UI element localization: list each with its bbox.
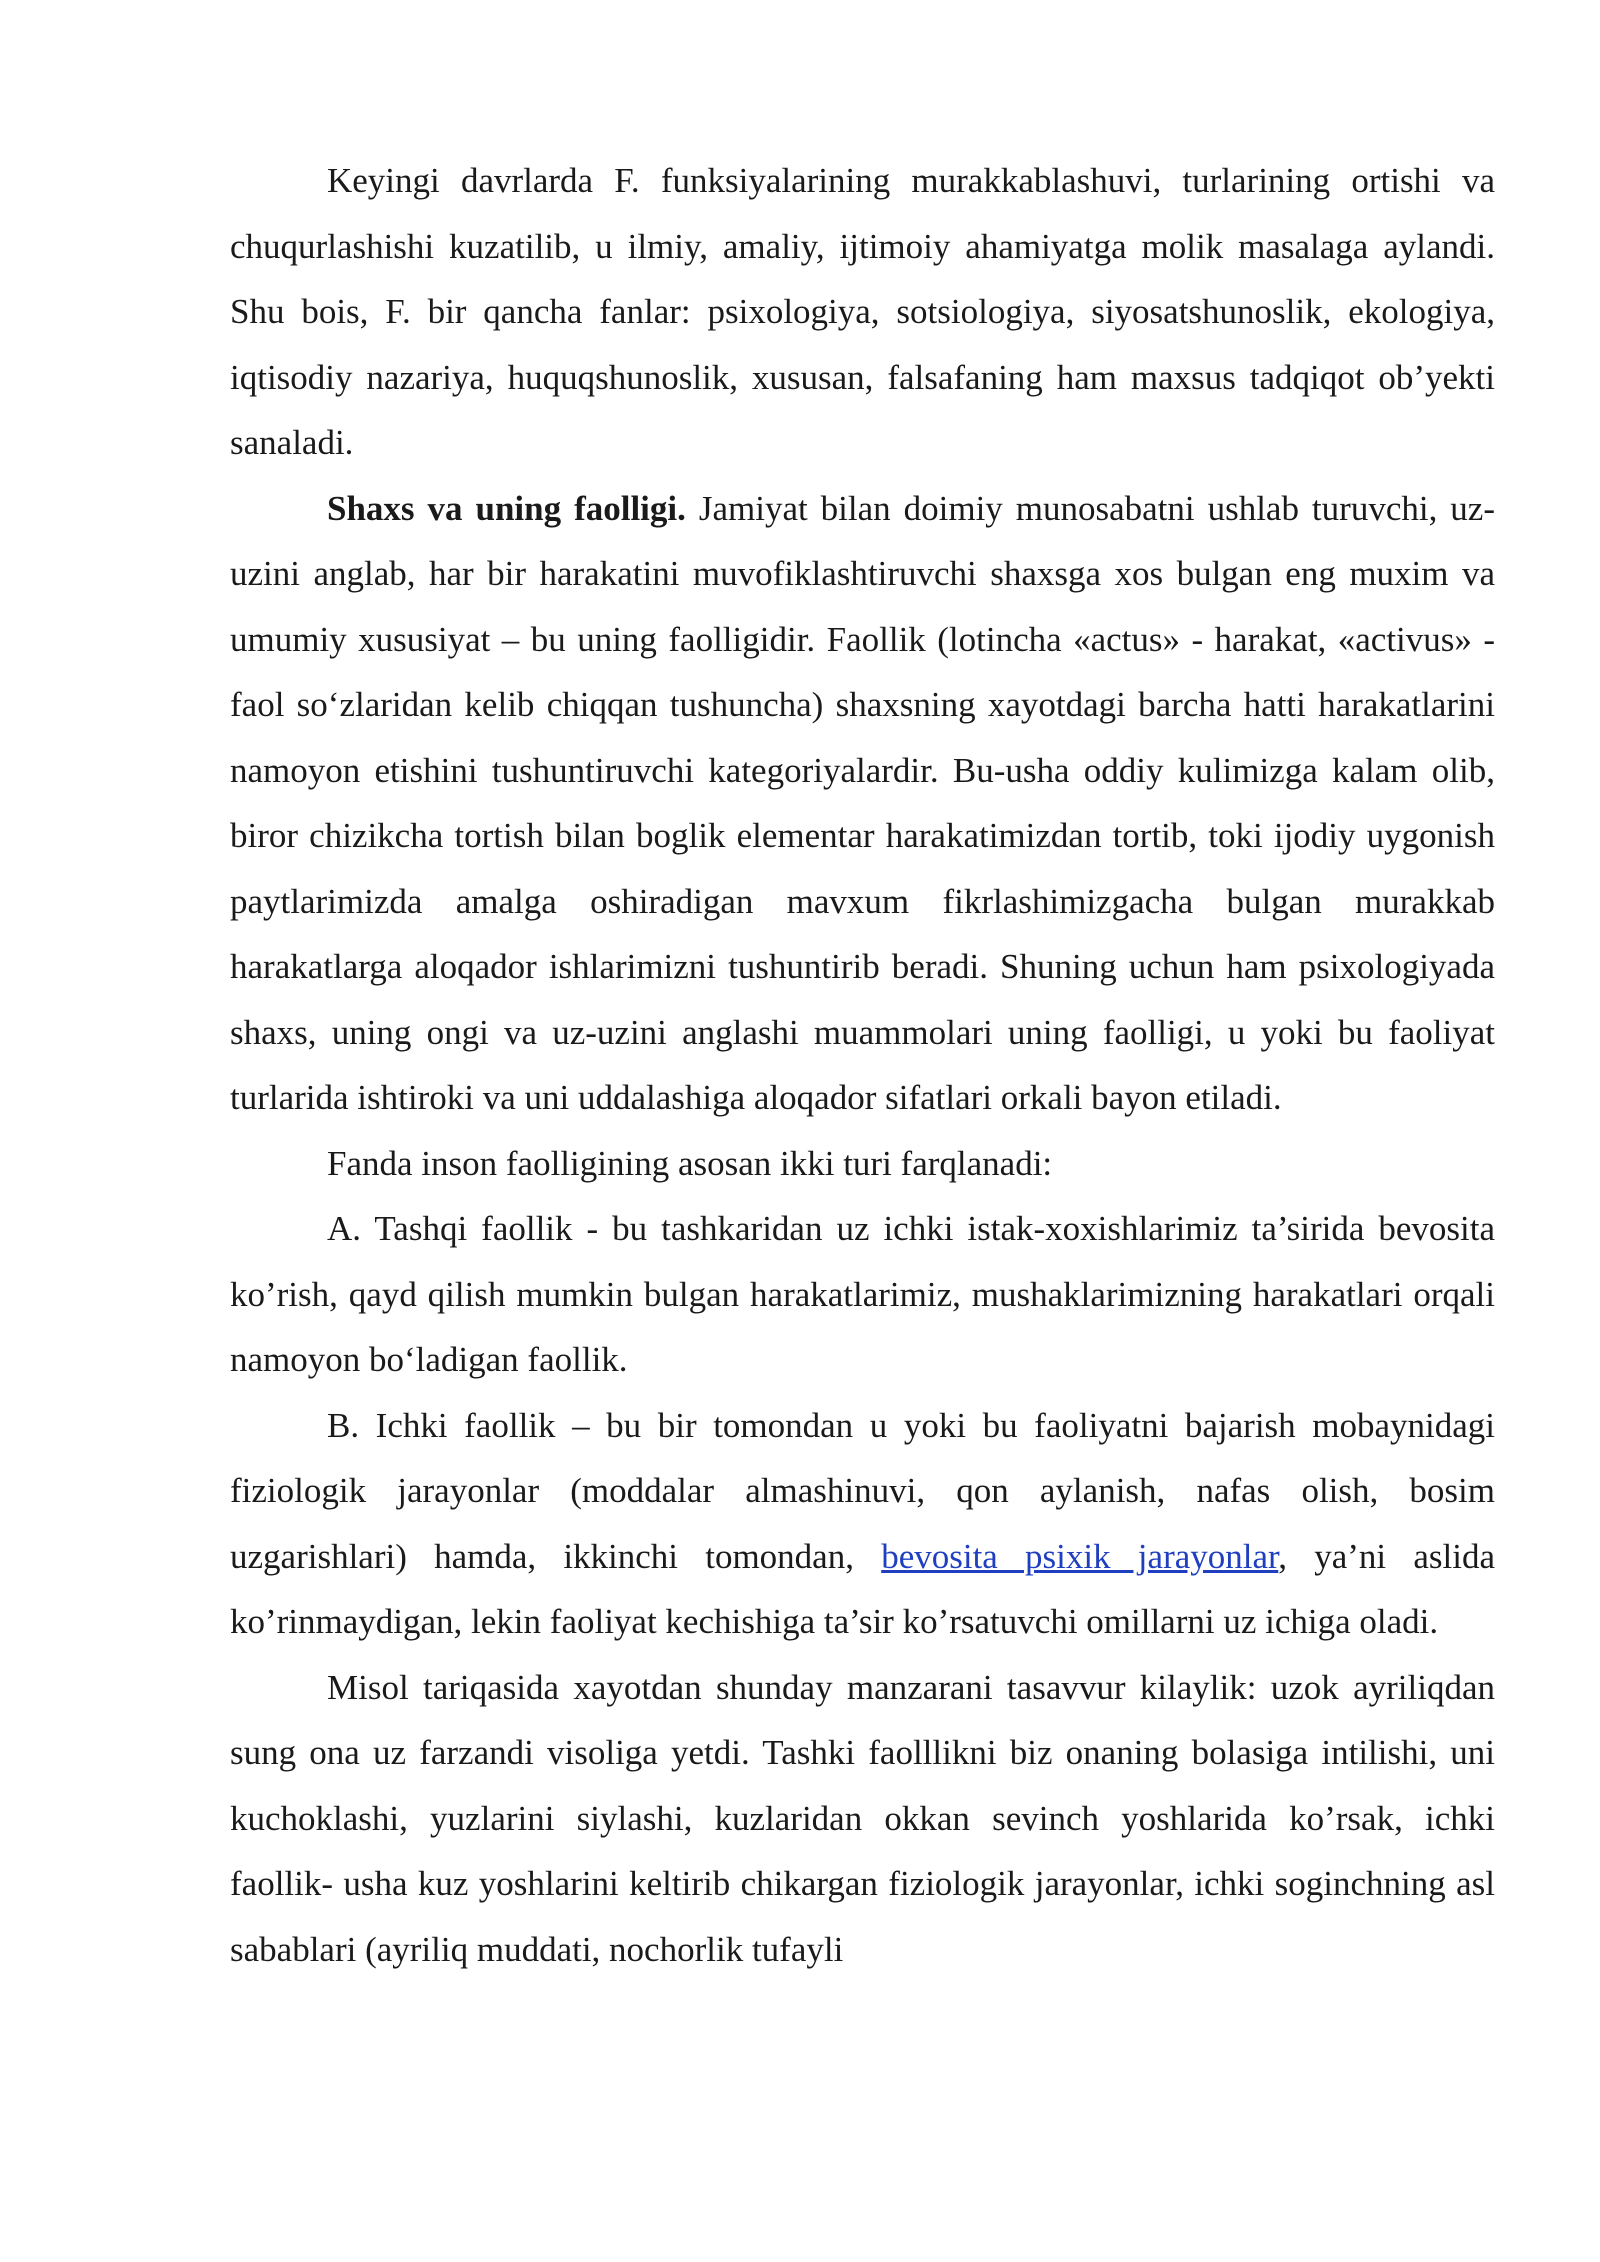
psixik-jarayonlar-link[interactable]: bevosita psixik jarayonlar xyxy=(881,1536,1279,1576)
paragraph-3: Fanda inson faolligining asosan ikki turi farqlanadi: xyxy=(327,1143,1053,1183)
paragraph-5-text-before-link: B. Ichki faollik – bu bir tomondan u yoki bu faoliyatni bajarish mobaynidagi fiziologik jarayonlar (moddalar almashinuvi, qon aylanish, nafas olish, bosim uzgarishlari) hamda, ikkinchi tomondan, xyxy=(230,1405,1495,1576)
paragraph-5 xyxy=(230,1393,1495,1655)
paragraph-1: Keyingi davrlarda F. funksiyalarining murakkablashuvi, turlarining ortishi va chuqurlashishi kuzatilib, u ilmiy, amaliy, ijtimoiy ahamiyatga molik masalaga aylandi. Shu bois, F. bir qancha fanlar: psixologiya, sotsiologiya, siyosatshunoslik, ekologiya, iqtisodiy nazariya, huquqshunoslik, xususan, falsafaning ham maxsus tadqiqot ob’yekti sanaladi. xyxy=(230,161,1495,462)
document-body xyxy=(230,148,1495,1982)
section-heading: Shaxs va uning faolligi. xyxy=(327,488,686,528)
paragraph-2 xyxy=(230,476,1495,1131)
paragraph-2-body: Jamiyat bilan doimiy munosabatni ushlab turuvchi, uz-uzini anglab, har bir harakatini muvofiklashtiruvchi shaxsga xos bulgan eng muxim va umumiy xususiyat – bu uning faolligidir. Faollik (lotincha «actus» - harakat, «activus» - faol so‘zlaridan kelib chiqqan tushuncha) shaxsning xayotdagi barcha hatti harakatlarini namoyon etishini tushuntiruvchi kategoriyalardir. Bu-usha oddiy kulimizga kalam olib, biror chizikcha tortish bilan boglik elementar harakatimizdan tortib, toki ijodiy uygonish paytlarimizda amalga oshiradigan mavxum fikrlashimizgacha bulgan murakkab harakatlarga aloqador ishlarimizni tushuntirib beradi. Shuning uchun ham psixologiyada shaxs, uning ongi va uz-uzini anglashi muammolari uning faolligi, u yoki bu faoliyat turlarida ishtiroki va uni uddalashiga aloqador sifatlari orkali bayon etiladi. xyxy=(230,488,1495,1117)
paragraph-5-text-after-link: , ya’ni aslida ko’rinmaydigan, lekin faoliyat kechishiga ta’sir ko’rsatuvchi omillarni uz ichiga oladi. xyxy=(230,1536,1495,1641)
paragraph-6: Misol tariqasida xayotdan shunday manzarani tasavvur kilaylik: uzok ayriliqdan sung ona uz farzandi visoliga yetdi. Tashki faolllikni biz onaning bolasiga intilishi, uni kuchoklashi, yuzlarini siylashi, kuzlaridan okkan sevinch yoshlarida ko’rsak, ichki faollik- usha kuz yoshlarini keltirib chikargan fiziologik jarayonlar, ichki soginchning asl sabablari (ayriliq muddati, nochorlik tufayli xyxy=(230,1667,1495,1969)
paragraph-4: A. Tashqi faollik - bu tashkaridan uz ichki istak-xoxishlarimiz ta’sirida bevosita ko’rish, qayd qilish mumkin bulgan harakatlarimiz, mushaklarimizning harakatlari orqali namoyon bo‘ladigan faollik. xyxy=(230,1209,1495,1379)
